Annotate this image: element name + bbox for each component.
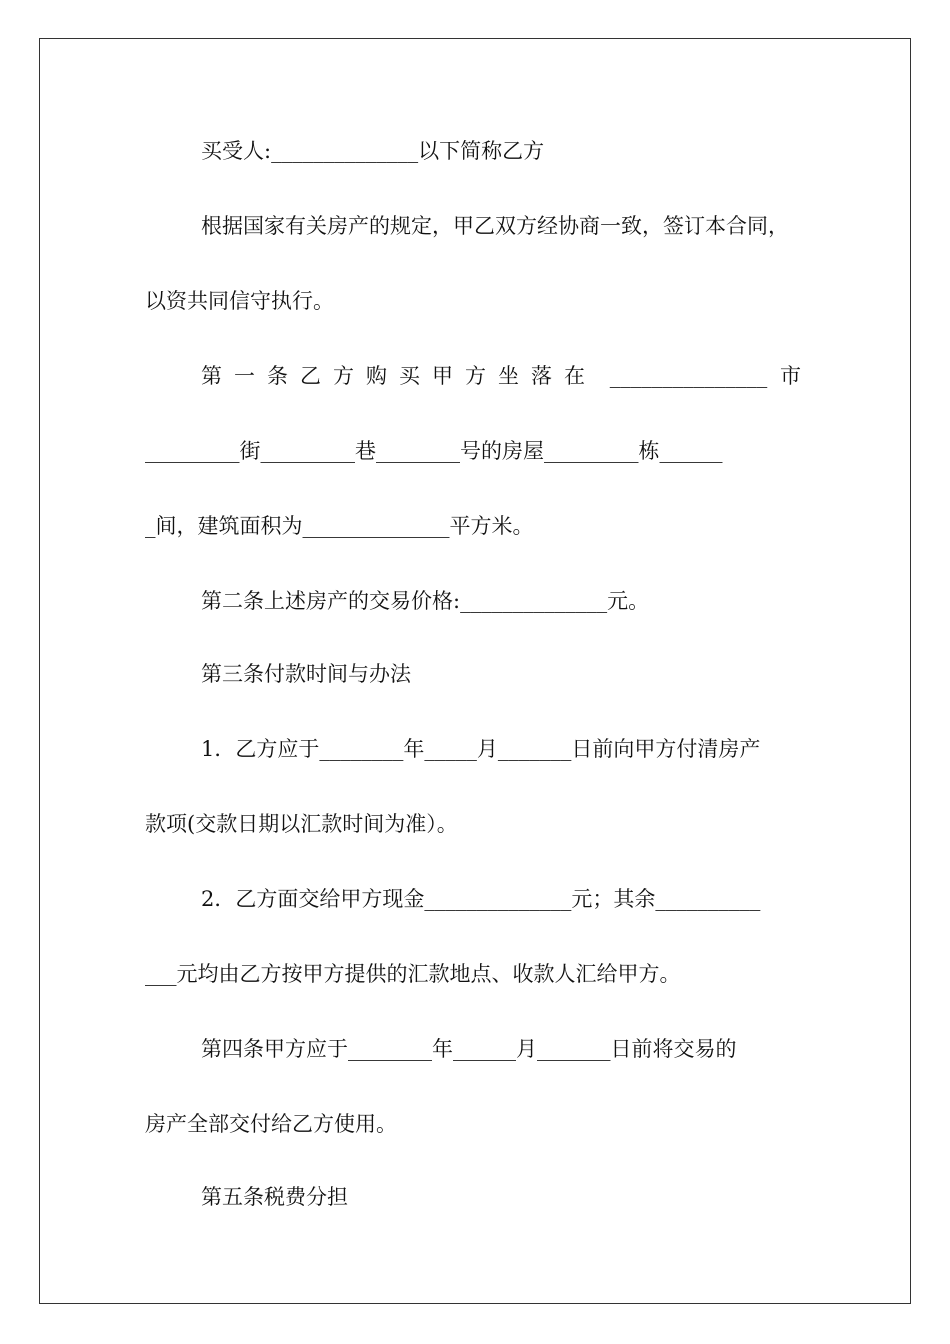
buyer-line: 买受人:______________以下简称乙方 — [201, 139, 545, 163]
article-3-heading: 第三条付款时间与办法 — [201, 662, 411, 686]
preamble-line-1: 根据国家有关房产的规定，甲乙双方经协商一致，签订本合同， — [201, 214, 789, 238]
preamble-line-2: 以资共同信守执行。 — [145, 289, 334, 313]
article-1-line-1 — [201, 362, 801, 390]
article-1-lead: 第一条乙方购买甲方坐落在 — [201, 364, 597, 388]
payment-clause-2-line-1: 2．乙方面交给甲方现金______________元；其余__________ — [201, 887, 761, 911]
payment-clause-2-line-2: ___元均由乙方按甲方提供的汇款地点、收款人汇给甲方。 — [145, 962, 681, 986]
article-5-heading: 第五条税费分担 — [201, 1185, 348, 1209]
article-1-line-3: _间，建筑面积为______________平方米。 — [145, 514, 534, 538]
location-blank: _______________ — [609, 364, 768, 388]
article-4-line-1: 第四条甲方应于________年______月_______日前将交易的 — [201, 1037, 737, 1061]
article-4-line-2: 房产全部交付给乙方使用。 — [145, 1112, 397, 1136]
payment-clause-1-line-2: 款项(交款日期以汇款时间为准）。 — [145, 812, 458, 836]
article-1-line-2: _________街_________巷________号的房屋_________栋______ — [145, 439, 723, 463]
payment-clause-1-line-1: 1．乙方应于________年_____月_______日前向甲方付清房产 — [201, 737, 761, 761]
city-label: 市 — [780, 364, 801, 388]
article-2-line: 第二条上述房产的交易价格:______________元。 — [201, 589, 650, 613]
